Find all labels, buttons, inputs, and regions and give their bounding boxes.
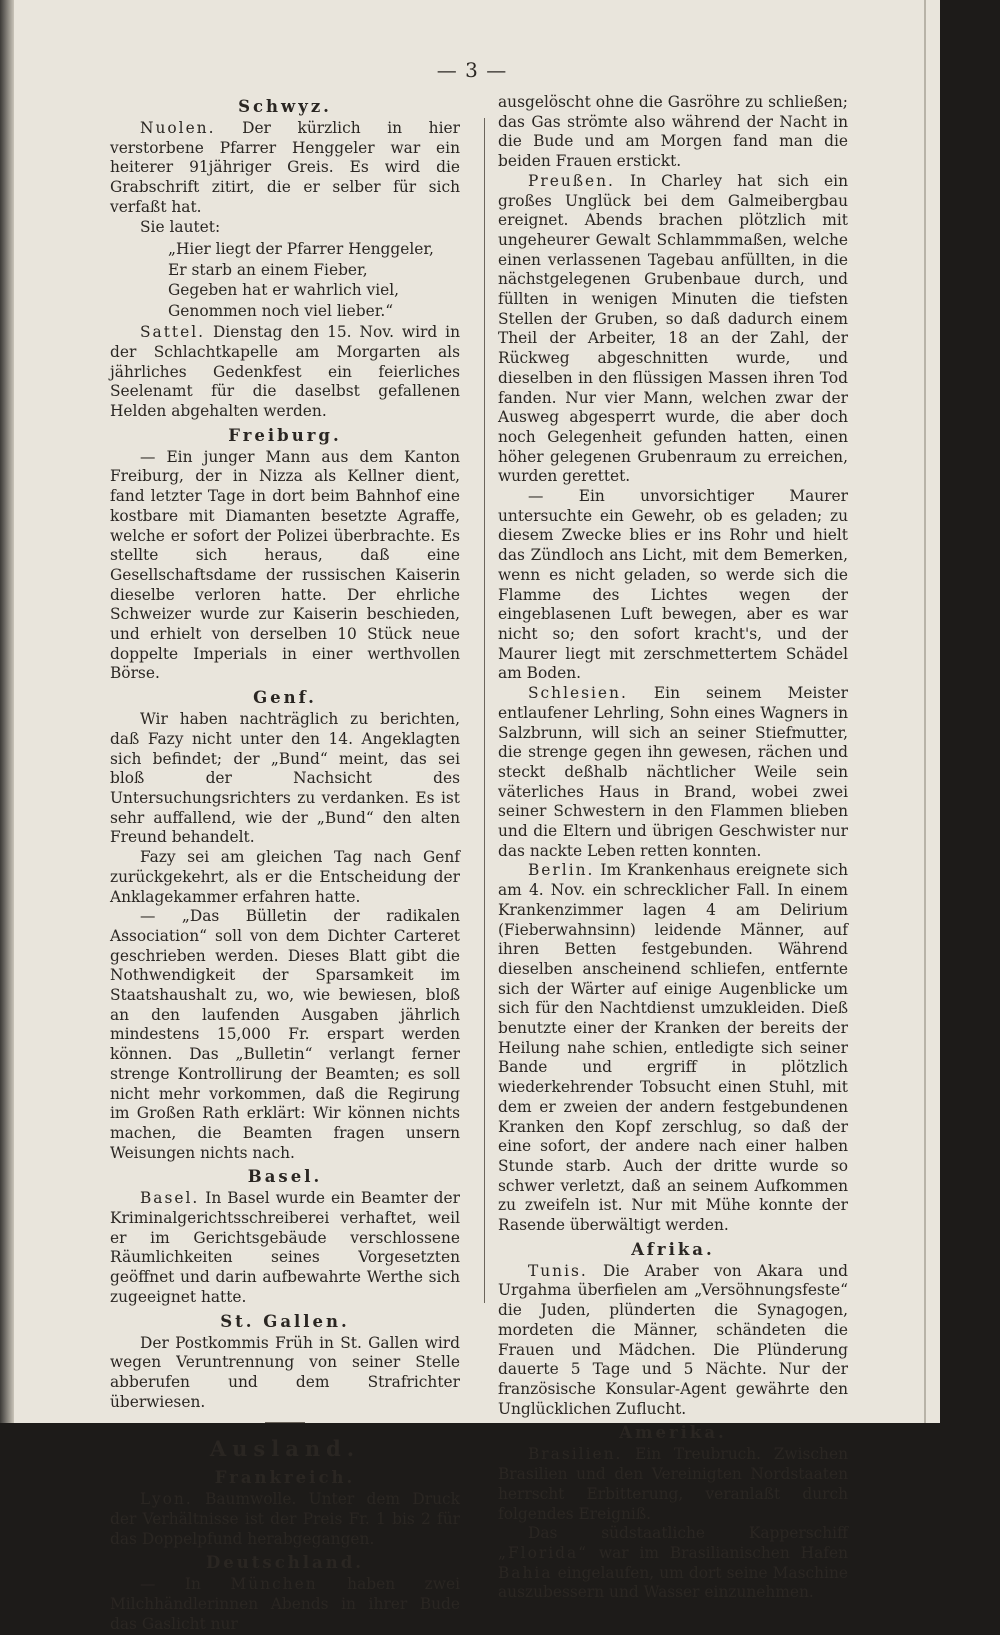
article-preussen [498, 172, 848, 487]
place-name: Basel. [140, 1189, 200, 1208]
heading-st-gallen: St. Gallen. [220, 1311, 350, 1331]
article-text: In Charley hat sich ein großes Unglück bei dem Galmeibergbau ereignet. Abends brachen plötzlich mit ungeheurer Gewalt Schlammmaßen, welche einen verlassenen Tagebau anfüllten, in die nächstgelegenen Grubenbaue durch, und füllten in wenigen Minuten die tiefsten Stellen der Gruben, so daß dadurch einem Theil der Arbeiter, 18 an der Zahl, der Rückweg abgeschnitten wurde, und dieselben in den flüssigen Massen ihren Tod fanden. Nur vier Mann, welchen zwar der Ausweg abgesperrt wurde, die aber doch noch Gelegenheit gefunden hatten, einen höher gelegenen Grubenraum zu erreichen, wurden gerettet. [498, 171, 848, 486]
place-name: Berlin. [528, 861, 595, 880]
place-name: Nuolen. [140, 119, 216, 137]
heading-ausland: Ausland. [209, 1436, 361, 1462]
article-sattel [110, 323, 460, 422]
section-rule [265, 1422, 305, 1423]
article-text: Im Krankenhaus ereignete sich am 4. Nov. ein schrecklicher Fall. In einem Krankenzimmer lagen 4 am Delirium (Fieberwahnsinn) leidende Männer, auf ihren Betten festgebunden. Während dieselben anscheinend schliefen, entfernte sich der Wärter auf einige Augenblicke um sich für den Nachtdienst umzukleiden. Dieß benutzte einer der Kranken der bereits der Heilung nahe schien, entledigte sich seiner Bande und ergriff in plötzlich wiederkehrender Tobsucht einen Stuhl, mit dem er zweien der andern festgebundenen Kranken den Kopf zerschlug, so daß der eine sofort, der andere nach einer halben Stunde starb. Auch der dritte wurde so schwer verletzt, daß an seinem Aufkommen zu zweifeln ist. Nur mit Mühe konnte der Rasende überwältigt werden. [498, 861, 848, 1235]
article-tunis [498, 1262, 848, 1420]
article-genf-2: Fazy sei am gleichen Tag nach Genf zurückgekehrt, als er die Entscheidung der Anklagekammer erfahren hatte. [110, 848, 460, 906]
heading-freiburg: Freiburg. [228, 425, 342, 445]
poem-line: Gegeben hat er wahrlich viel, [168, 281, 400, 300]
heading-afrika: Afrika. [631, 1239, 715, 1259]
heading-deutschland: Deutschland. [206, 1553, 364, 1573]
article-genf-1: Wir haben nachträglich zu berichten, daß Fazy nicht unter den 14. Angeklagten sich befindet; der „Bund“ meint, das sei bloß der Nachsicht des Untersuchungsrichters zu verdanken. Es ist sehr auffallend, wie der „Bund“ den alten Freund behandelt. [110, 710, 460, 847]
ship-name: „Florida“ [498, 1543, 589, 1562]
article-nuolen [110, 119, 460, 218]
article-freiburg: — Ein junger Mann aus dem Kanton Freiburg, der in Nizza als Kellner dient, fand letzter Tage in dort beim Bahnhof eine kostbare mit Diamanten besetzte Agraffe, welche er sofort der Polizei überbrachte. Es stellte sich heraus, daß eine Gesellschaftsdame der russischen Kaiserin dieselbe verloren hatte. Der ehrliche Schweizer wurde zur Kaiserin beschieden, und erhielt von derselben 10 Stück neue doppelte Imperials in einer werthvollen Börse. [110, 447, 460, 683]
left-column [110, 93, 460, 1635]
article-text: Das südstaatliche Kapperschiff [528, 1524, 848, 1543]
page-edge [924, 0, 926, 1423]
heading-amerika: Amerika. [619, 1423, 727, 1443]
epitaph-poem [168, 239, 460, 321]
article-muenchen-continued: ausgelöscht ohne die Gasröhre zu schließen; das Gas strömte also während der Nacht in die Bude und am Morgen fand man die beiden Frauen erstickt. [498, 93, 848, 171]
binding-shadow [0, 0, 14, 1423]
article-text: eingelaufen, um dort seine Maschine auszubessern und Wasser einzunehmen. [498, 1563, 848, 1602]
article-basel [110, 1189, 460, 1307]
article-text: In Basel wurde ein Beamter der Kriminalgerichtsschreiberei verhaftet, weil er im Gerichtsgebäude verschlossene Räumlichkeiten seines Vorgesetzten geöffnet und darin aufbewahrte Werthe sich zugeeignet hatte. [110, 1189, 460, 1306]
article-text: Dienstag den 15. Nov. wird in der Schlachtkapelle am Morgarten als jährliches Gedenkfest ein feierliches Seelenamt für die daselbst gefallenen Helden abgehalten werden. [110, 323, 460, 421]
place-name: Schlesien. [528, 684, 628, 703]
article-text: war im Brasilianischen Hafen [598, 1543, 848, 1562]
place-name: Preußen. [528, 171, 615, 190]
article-st-gallen: Der Postkommis Früh in St. Gallen wird wegen Veruntrennung von seiner Stelle abberufen und dem Strafrichter überwiesen. [110, 1333, 460, 1411]
heading-basel: Basel. [247, 1167, 323, 1187]
article-text: Die Araber von Akara und Urgahma überfielen am „Versöhnungsfeste“ die Juden, plünderten die Synagogen, mordeten die Männer, schändeten die Frauen und Mädchen. Die Plünderung dauerte 5 Tage und 5 Nächte. Nur der französische Konsular-Agent gewährte den Unglücklichen Zuflucht. [498, 1261, 848, 1418]
column-divider [484, 118, 485, 1303]
place-name: München [230, 1575, 318, 1594]
article-schlesien [498, 684, 848, 861]
article-berlin [498, 861, 848, 1235]
article-brasilien [498, 1445, 848, 1524]
place-name: Sattel. [140, 323, 206, 342]
poem-intro: Sie lautet: [140, 217, 221, 236]
poem-line: „Hier liegt der Pfarrer Henggeler, [168, 240, 434, 259]
place-name: Brasilien. [528, 1445, 623, 1464]
place-name: Bahia [498, 1563, 553, 1582]
right-column [498, 93, 848, 1603]
article-text: haben zwei Milchhändlerinnen Abends in ihrer Bude das Gaslicht nur [110, 1575, 460, 1633]
heading-frankreich: Frankreich. [214, 1468, 356, 1488]
article-text: Ein seinem Meister entlaufener Lehrling, Sohn eines Wagners in Salzbrunn, will sich an seiner Stiefmutter, die strenge gegen ihn gewesen, rächen und steckt deßhalb nächtlicher Weile sein väterliches Haus in Brand, wobei zwei seiner Schwestern in den Flammen blieben und die Eltern und übrigen Geschwister nur das nackte Leben retten konnten. [498, 684, 848, 860]
page-number: — 3 — [436, 58, 508, 82]
poem-line: Er starb an einem Fieber, [168, 260, 368, 279]
article-lyon [110, 1490, 460, 1549]
article-text: Baumwolle. Unter dem Druck der Verhältnisse ist der Preis Fr. 1 bis 2 für das Doppelpfund herabgegangen. [110, 1490, 460, 1548]
article-text: Der kürzlich in hier verstorbene Pfarrer Henggeler war ein heiterer 91jähriger Greis. Es wird die Grabschrift zitirt, die er selber für sich verfaßt hat. [110, 119, 460, 216]
place-name: Tunis. [528, 1261, 588, 1280]
article-genf-3: — „Das Bülletin der radikalen Association“ soll von dem Dichter Carteret geschrieben werden. Dieses Blatt gibt die Nothwendigkeit der Sparsamkeit im Staatshaushalt zu, wo, wie bewiesen, bloß an den laufenden Ausgaben jährlich mindestens 15,000 Fr. erspart werden können. Das „Bulletin“ verlangt ferner strenge Kontrollirung der Beamten; es soll nicht mehr vorkommen, daß die Regirung im Großen Rath erklärt: Wir können nichts machen, die Beamten fragen unsern Weisungen nichts nach. [110, 907, 460, 1162]
heading-schwyz: Schwyz. [238, 97, 332, 116]
heading-genf: Genf. [253, 688, 317, 708]
article-text: — In [140, 1575, 201, 1594]
article-muenchen [110, 1575, 460, 1634]
article-florida [498, 1524, 848, 1603]
article-text: Ein Treubruch. Zwischen Brasilien und den Vereinigten Nordstaaten herrscht Erbitterung, veranlaßt durch folgendes Ereigniß. [498, 1445, 848, 1523]
article-maurer: — Ein unvorsichtiger Maurer untersuchte ein Gewehr, ob es geladen; zu diesem Zwecke blies er ins Rohr und hielt das Zündloch ans Licht, mit dem Bemerken, wenn es nicht geladen, so werde sich die Flamme des Lichtes wegen der eingeblasenen Luft bewegen, aber es war nicht so; den sofort kracht's, und der Maurer liegt mit zerschmettertem Schädel am Boden. [498, 487, 848, 683]
poem-line: Genommen noch viel lieber.“ [168, 301, 394, 320]
place-name: Lyon. [140, 1490, 193, 1509]
